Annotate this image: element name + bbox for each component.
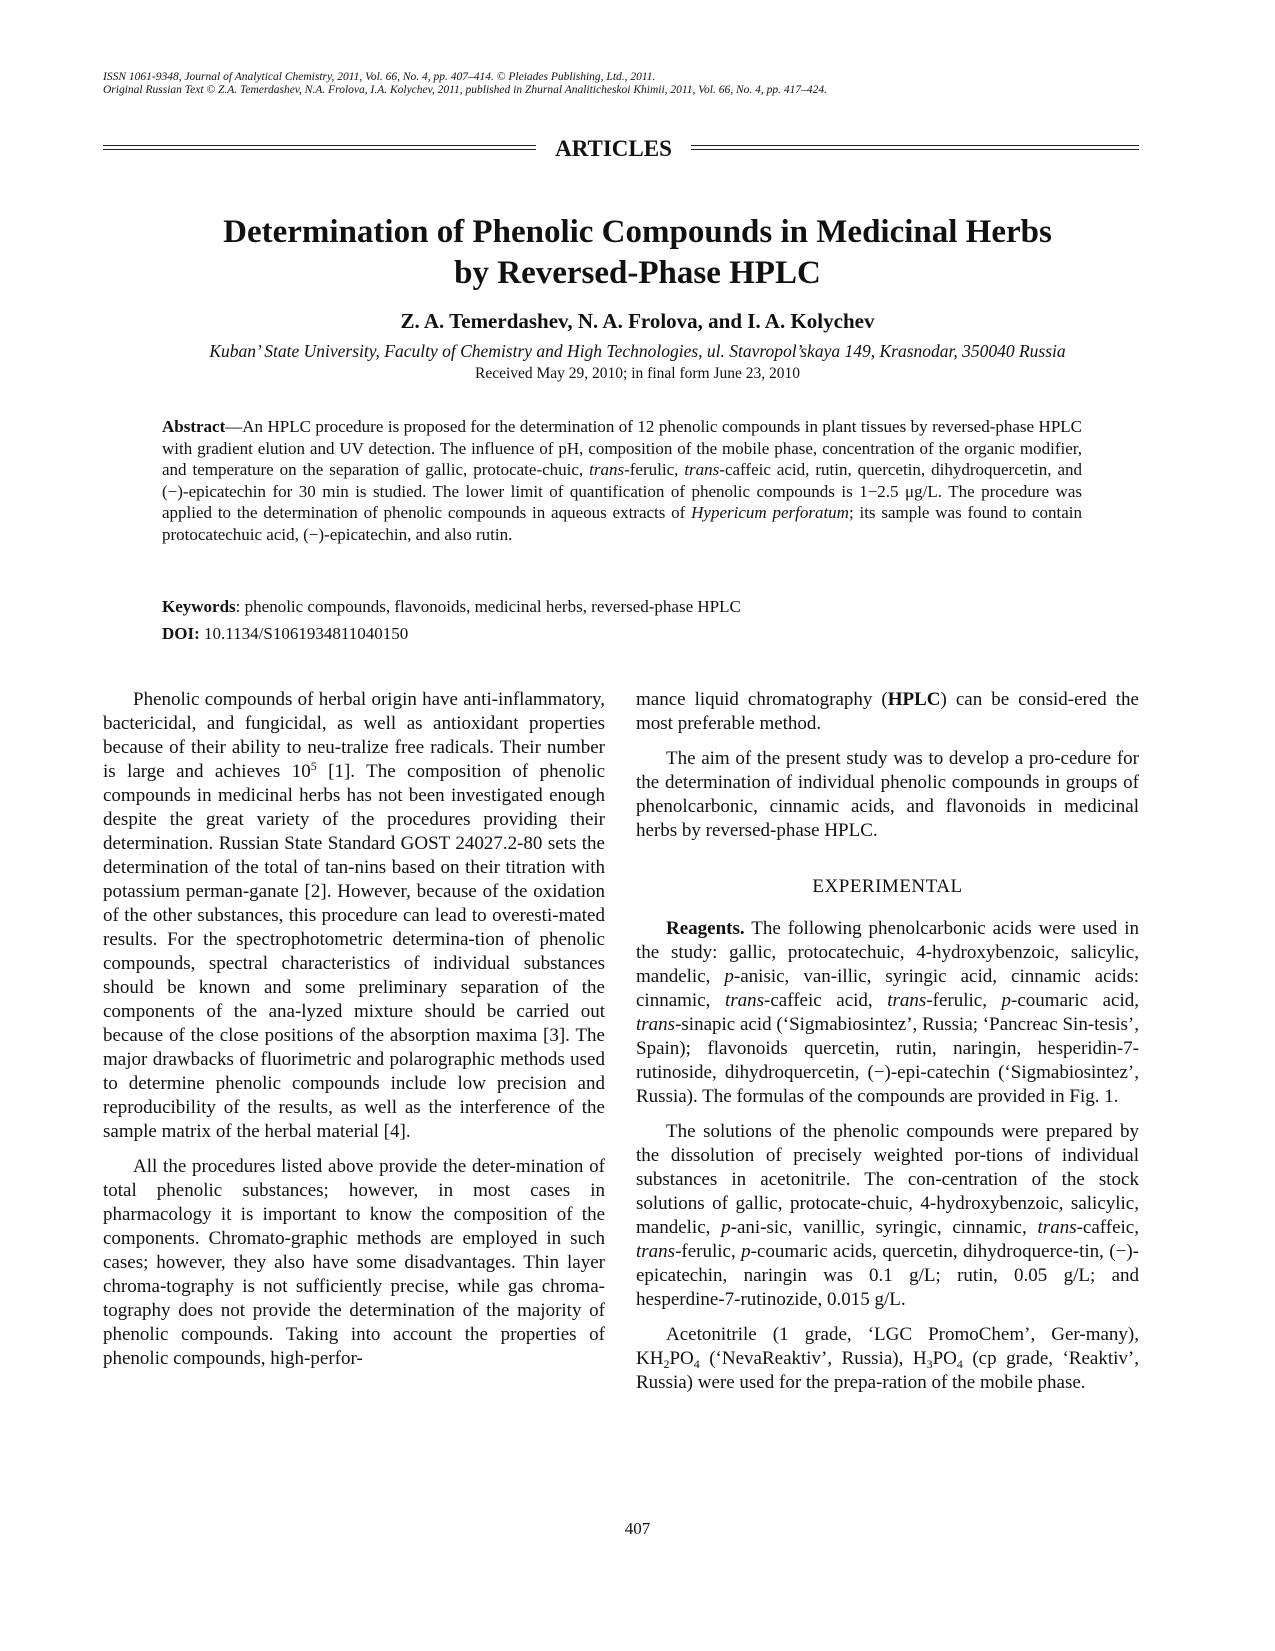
paragraph-text: Acetonitrile (1 grade, ‘LGC PromoChem’, Ger-many), KH xyxy=(636,1324,1139,1369)
abstract-text: An HPLC procedure is proposed for the determination of 12 phenolic compounds in plant tissues by reversed-phase HPLC with gradient elution and UV detection. The influence of pH, composition of the mobile phase, concentration of the organic modifier, and temperature on the separation of gallic, protocate-chuic, xyxy=(162,417,1082,479)
paragraph xyxy=(636,1120,1139,1312)
double-rule-right xyxy=(691,145,1139,150)
abstract-dash: — xyxy=(225,417,243,436)
paragraph-text: The following phenolcarbonic acids were used in the study: gallic, protocatechuic, 4-hydroxybenzoic, salicylic, mandelic, xyxy=(636,918,1139,987)
left-column xyxy=(103,688,605,1382)
received-dates: Received May 29, 2010; in final form June 23, 2010 xyxy=(474,365,800,382)
paragraph-text: -ferulic, xyxy=(675,1241,742,1262)
italic-prefix: trans xyxy=(636,1241,676,1262)
italic-prefix: trans xyxy=(724,990,765,1011)
subscript: 4 xyxy=(693,1357,700,1371)
paragraph xyxy=(636,1323,1139,1395)
bold-term: HPLC xyxy=(887,689,941,710)
keywords-label: Keywords xyxy=(162,597,236,616)
paragraph-text: (cp grade, ‘Reaktiv’, Russia) were used for the prepa-ration of the mobile phase. xyxy=(636,1348,1139,1393)
page-number: 407 xyxy=(624,1519,651,1538)
subscript: 3 xyxy=(926,1357,933,1371)
title-line-1: Determination of Phenolic Compounds in Medicinal Herbs xyxy=(223,214,1052,250)
superscript: 5 xyxy=(310,759,317,773)
italic-prefix: p xyxy=(1001,990,1012,1011)
paragraph-text: -anisic, van-illic, syringic acid, cinnamic acids: cinnamic, xyxy=(636,966,1139,1011)
subsection-label: Reagents. xyxy=(666,918,745,939)
abstract-italic: trans xyxy=(684,460,720,479)
double-rule-left xyxy=(103,145,536,150)
doi xyxy=(162,623,1082,644)
journal-citation-line: ISSN 1061-9348, Journal of Analytical Chemistry, 2011, Vol. 66, No. 4, pp. 407–414. © Pleiades Publishing, Ltd., 2011. xyxy=(103,71,656,83)
italic-prefix: p xyxy=(724,966,734,987)
keywords-text: : phenolic compounds, flavonoids, medicinal herbs, reversed-phase HPLC xyxy=(235,597,741,616)
abstract xyxy=(162,416,1082,545)
subscript: 2 xyxy=(663,1357,670,1371)
section-heading-experimental: EXPERIMENTAL xyxy=(812,876,963,897)
original-text-line: Original Russian Text © Z.A. Temerdashev, N.A. Frolova, I.A. Kolychev, 2011, published in Zhurnal Analiticheskoi Khimii, 2011, Vol. 66, No. 4, pp. 417–424. xyxy=(103,84,828,96)
paragraph-text: -caffeic, xyxy=(1076,1217,1139,1238)
doi-label: DOI: xyxy=(162,624,200,643)
abstract-label: Abstract xyxy=(162,417,226,436)
paragraph: All the procedures listed above provide the deter-mination of total phenolic substances; however, in most cases in pharmacology it is important to know the composition of the components. Chromato-graphic methods are employed in such cases; however, they also have some disadvantages. Thin layer chroma-tography is not sufficiently precise, while gas chroma-tography does not provide the determination of the majority of phenolic compounds. Taking into account the properties of phenolic compounds, high-perfor- xyxy=(103,1156,605,1369)
title-line-2: by Reversed-Phase HPLC xyxy=(454,255,821,291)
italic-prefix: p xyxy=(741,1241,751,1262)
paragraph-text: PO xyxy=(669,1348,694,1369)
paragraph-text: Phenolic compounds of herbal origin have anti-inflammatory, bactericidal, and fungicidal, as well as antioxidant properties because of their ability to neu-tralize free radicals. Their number is large and achieves 10 xyxy=(103,689,605,782)
italic-prefix: trans xyxy=(636,1014,676,1035)
paragraph-text: mance liquid chromatography ( xyxy=(636,689,888,710)
italic-prefix: p xyxy=(721,1217,731,1238)
authors: Z. A. Temerdashev, N. A. Frolova, and I. A. Kolychev xyxy=(400,309,875,333)
paragraph: The aim of the present study was to develop a pro-cedure for the determination of individual phenolic compounds in groups of phenolcarbonic, cinnamic acids, and flavonoids in medicinal herbs by reversed-phase HPLC. xyxy=(636,748,1139,841)
abstract-text: -ferulic, xyxy=(624,460,685,479)
paragraph xyxy=(103,688,605,1144)
paragraph xyxy=(636,917,1139,1109)
paragraph-text: PO xyxy=(932,1348,957,1369)
paragraph-text: -ani-sic, vanillic, syringic, cinnamic, xyxy=(730,1217,1038,1238)
affiliation: Kuban’ State University, Faculty of Chemistry and High Technologies, ul. Stavropol’skaya 149, Krasnodar, 350040 Russia xyxy=(209,341,1066,361)
italic-prefix: trans xyxy=(887,990,927,1011)
paragraph-text: -ferulic, xyxy=(926,990,1002,1011)
abstract-species-name: Hypericum perforatum xyxy=(691,503,849,522)
right-column xyxy=(636,688,1139,1406)
keywords xyxy=(162,596,1082,617)
abstract-italic: trans xyxy=(589,460,625,479)
paragraph-text: ) can be consid-ered the most preferable method. xyxy=(636,689,1139,734)
paragraph xyxy=(636,688,1139,736)
paragraph-text: -coumaric acids, quercetin, dihydroquerce-tin, (−)-epicatechin, naringin was 0.1 g/L; rutin, 0.05 g/L; and hesperdine-7-rutinozide, 0.015 g/L. xyxy=(636,1241,1139,1310)
italic-prefix: trans xyxy=(1037,1217,1077,1238)
paragraph-text: -coumaric acid, xyxy=(1011,990,1140,1011)
paragraph-text: -sinapic acid (‘Sigmabiosintez’, Russia; ‘Pancreac Sin-tesis’, Spain); flavonoids quercetin, rutin, naringin, hesperidin-7-rutinoside, dihydroquercetin, (−)-epi-catechin (‘Sigmabiosintez’, Russia). The formulas of the compounds are provided in Fig. 1. xyxy=(636,1014,1139,1107)
section-banner xyxy=(103,134,1139,164)
abstract-text: -caffeic acid, rutin, quercetin, dihydroquercetin, and (−)-epicatechin for 30 min is studied. The lower limit of quantification of phenolic compounds is 1−2.5 μg/L. The procedure was applied to the determination of phenolic compounds in aqueous extracts of xyxy=(162,460,1082,522)
doi-link[interactable]: 10.1134/S1061934811040150 xyxy=(199,624,409,643)
paragraph-text: -caffeic acid, xyxy=(764,990,888,1011)
paragraph-text: (‘NevaReaktiv’, Russia), H xyxy=(699,1348,927,1369)
abstract-text: ; its sample was found to contain protocatechuic acid, (−)-epicatechin, and also rutin. xyxy=(162,503,1082,544)
paragraph-text: The solutions of the phenolic compounds were prepared by the dissolution of precisely weighted por-tions of individual substances in acetonitrile. The con-centration of the stock solutions of gallic, protocate-chuic, 4-hydroxybenzoic, salicylic, mandelic, xyxy=(636,1121,1139,1238)
paper-title xyxy=(80,212,1195,294)
paragraph-text: [1]. The composition of phenolic compounds in medicinal herbs has not been investigated enough despite the great variety of the procedures providing their determination. Russian State Standard GOST 24027.2-80 sets the determination of the total of tan-nins based on their titration with potassium perman-ganate [2]. However, because of the oxidation of the other substances, this procedure can lead to overesti-mated results. For the spectrophotometric determina-tion of phenolic compounds, spectral characteristics of individual substances should be known and some preliminary separation of the components of the ana-lyzed mixture should be carried out because of the close positions of the absorption maxima [3]. The major drawbacks of fluorimetric and polarographic methods used to determine phenolic compounds include low precision and reproducibility of the results, as well as the interference of the sample matrix of the herbal material [4]. xyxy=(103,761,606,1142)
section-label: ARTICLES xyxy=(555,136,672,161)
subscript: 4 xyxy=(956,1357,963,1371)
